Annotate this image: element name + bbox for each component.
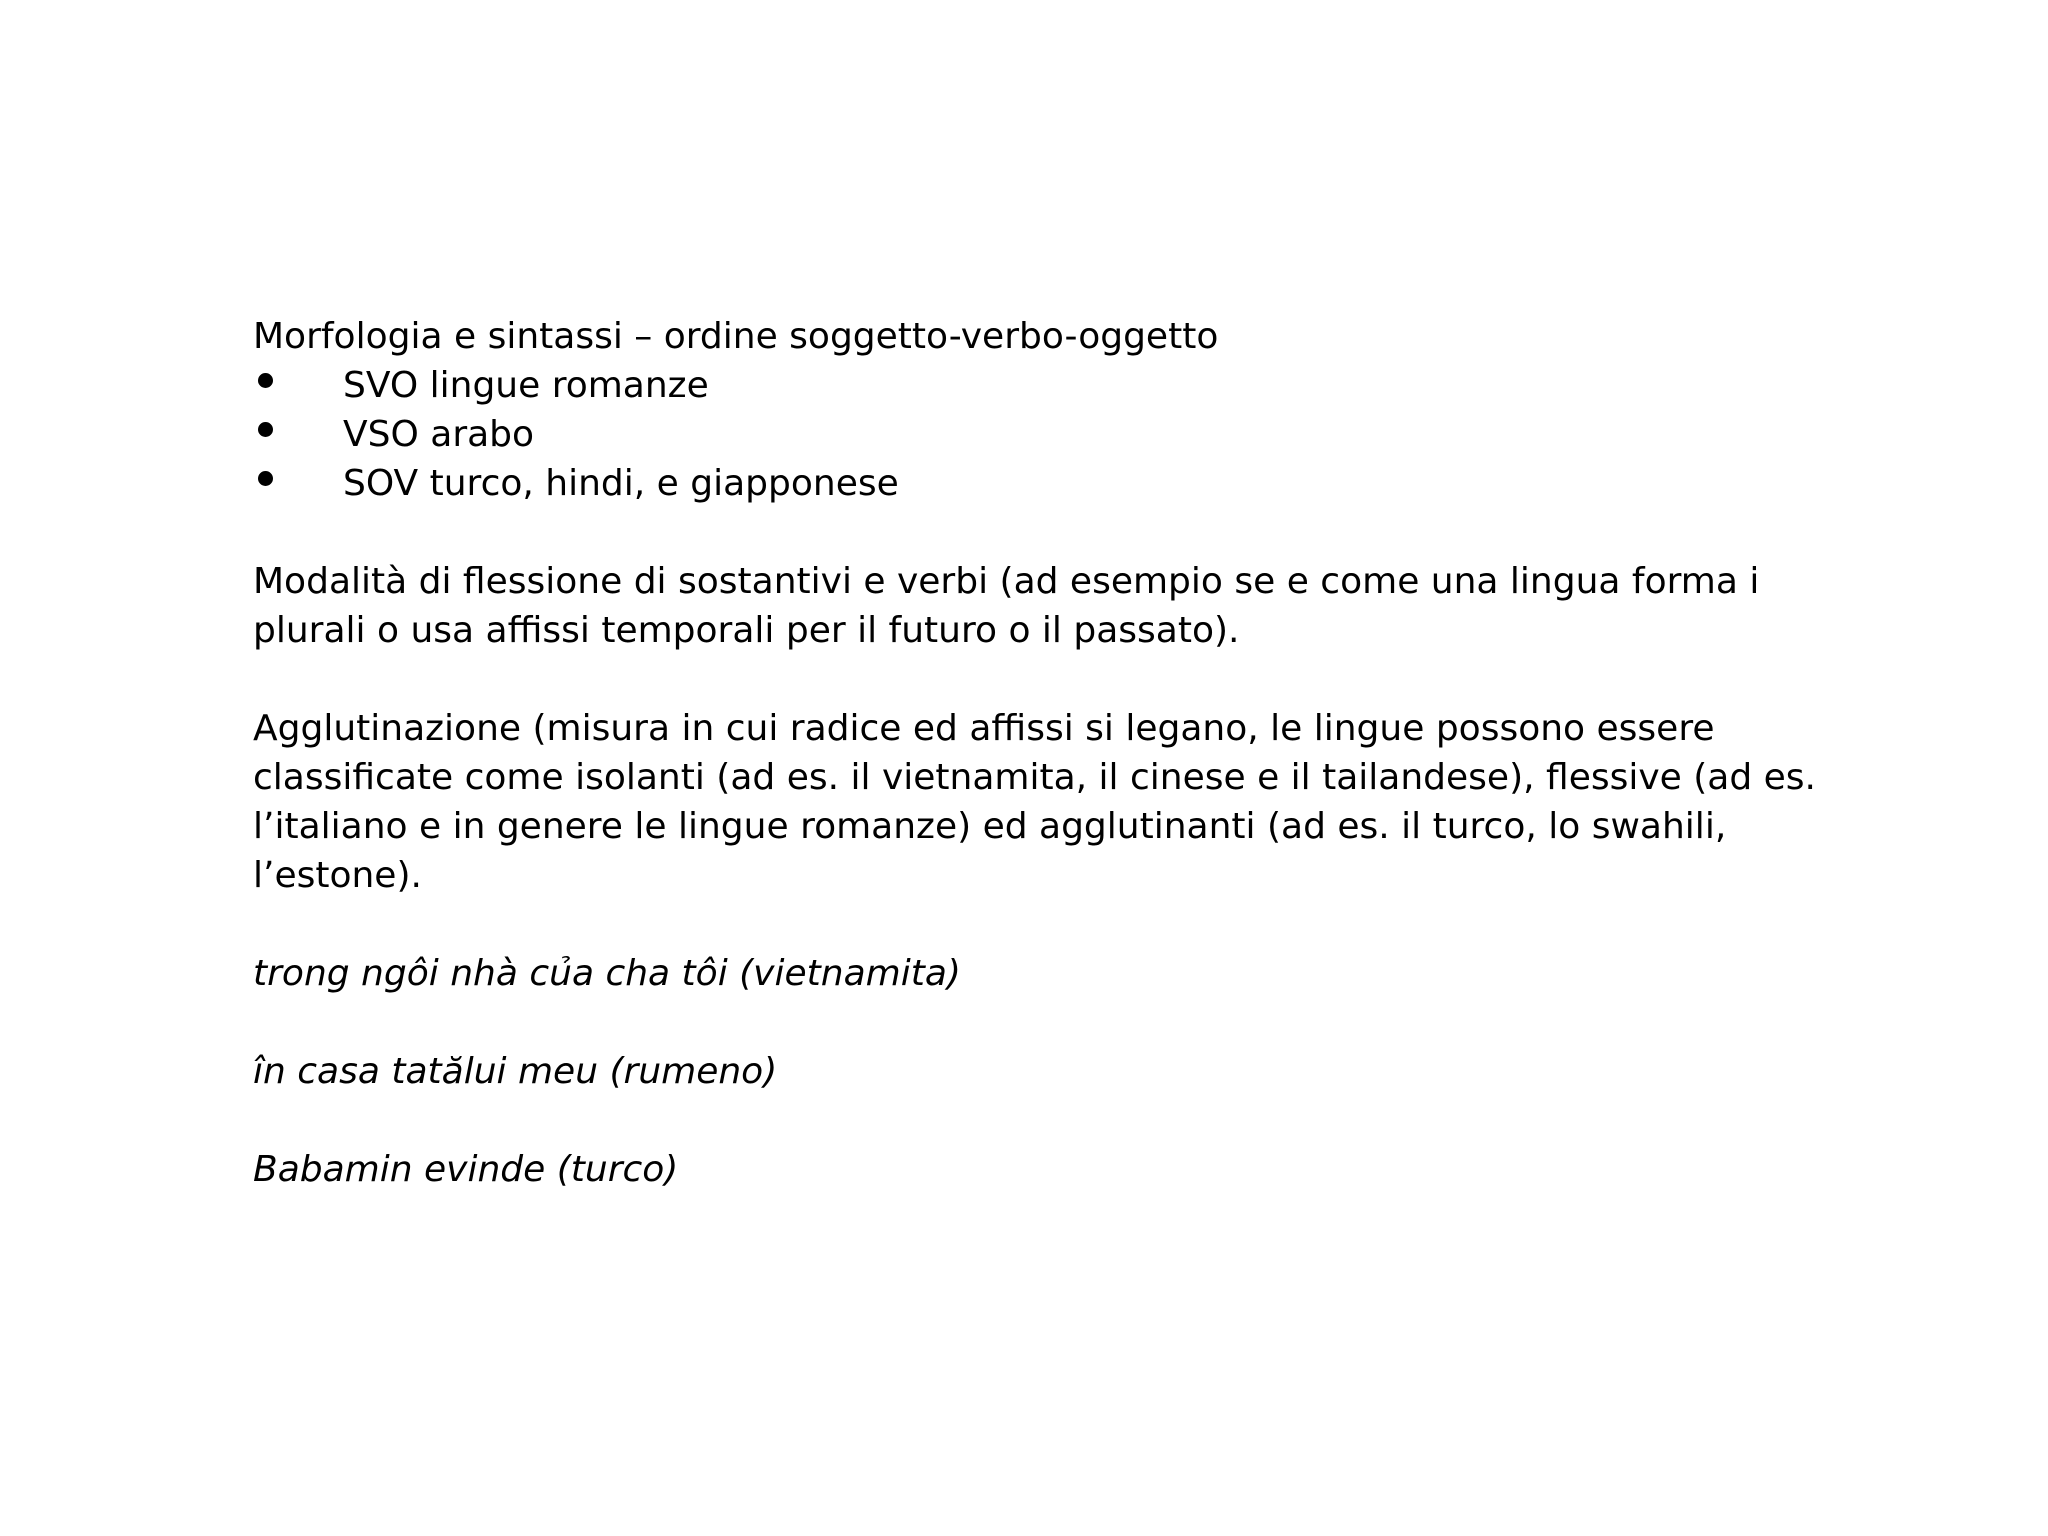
word-order-list <box>253 361 1853 508</box>
example-vietnamese: trong ngôi nhà của cha tôi (vietnamita) <box>253 953 961 994</box>
paragraph-flessione: Modalità di flessione di sostantivi e verbi (ad esempio se e come una lingua forma i plurali o usa affissi temporali per il futuro o il passato). <box>253 561 1760 651</box>
bullet-icon <box>258 373 273 388</box>
slide-content <box>253 312 1853 1194</box>
paragraph-agglutinazione: Agglutinazione (misura in cui radice ed affissi si legano, le lingue possono essere classificate come isolanti (ad es. il vietnamita, il cinese e il tailandese), flessive (ad es. l’italiano e in genere le lingue romanze) ed agglutinanti (ad es. il turco, lo swahili, l’estone). <box>253 708 1816 896</box>
bullet-icon <box>258 422 273 437</box>
example-turkish: Babamin evinde (turco) <box>253 1149 679 1190</box>
section-heading: Morfologia e sintassi – ordine soggetto-verbo-oggetto <box>253 316 1219 357</box>
example-romanian: în casa tatălui meu (rumeno) <box>253 1051 778 1092</box>
list-item-label: SOV turco, hindi, e giapponese <box>343 463 899 504</box>
bullet-icon <box>258 471 273 486</box>
list-item <box>253 361 1853 410</box>
list-item <box>253 410 1853 459</box>
list-item-label: SVO lingue romanze <box>343 365 709 406</box>
list-item <box>253 459 1853 508</box>
list-item-label: VSO arabo <box>343 414 535 455</box>
